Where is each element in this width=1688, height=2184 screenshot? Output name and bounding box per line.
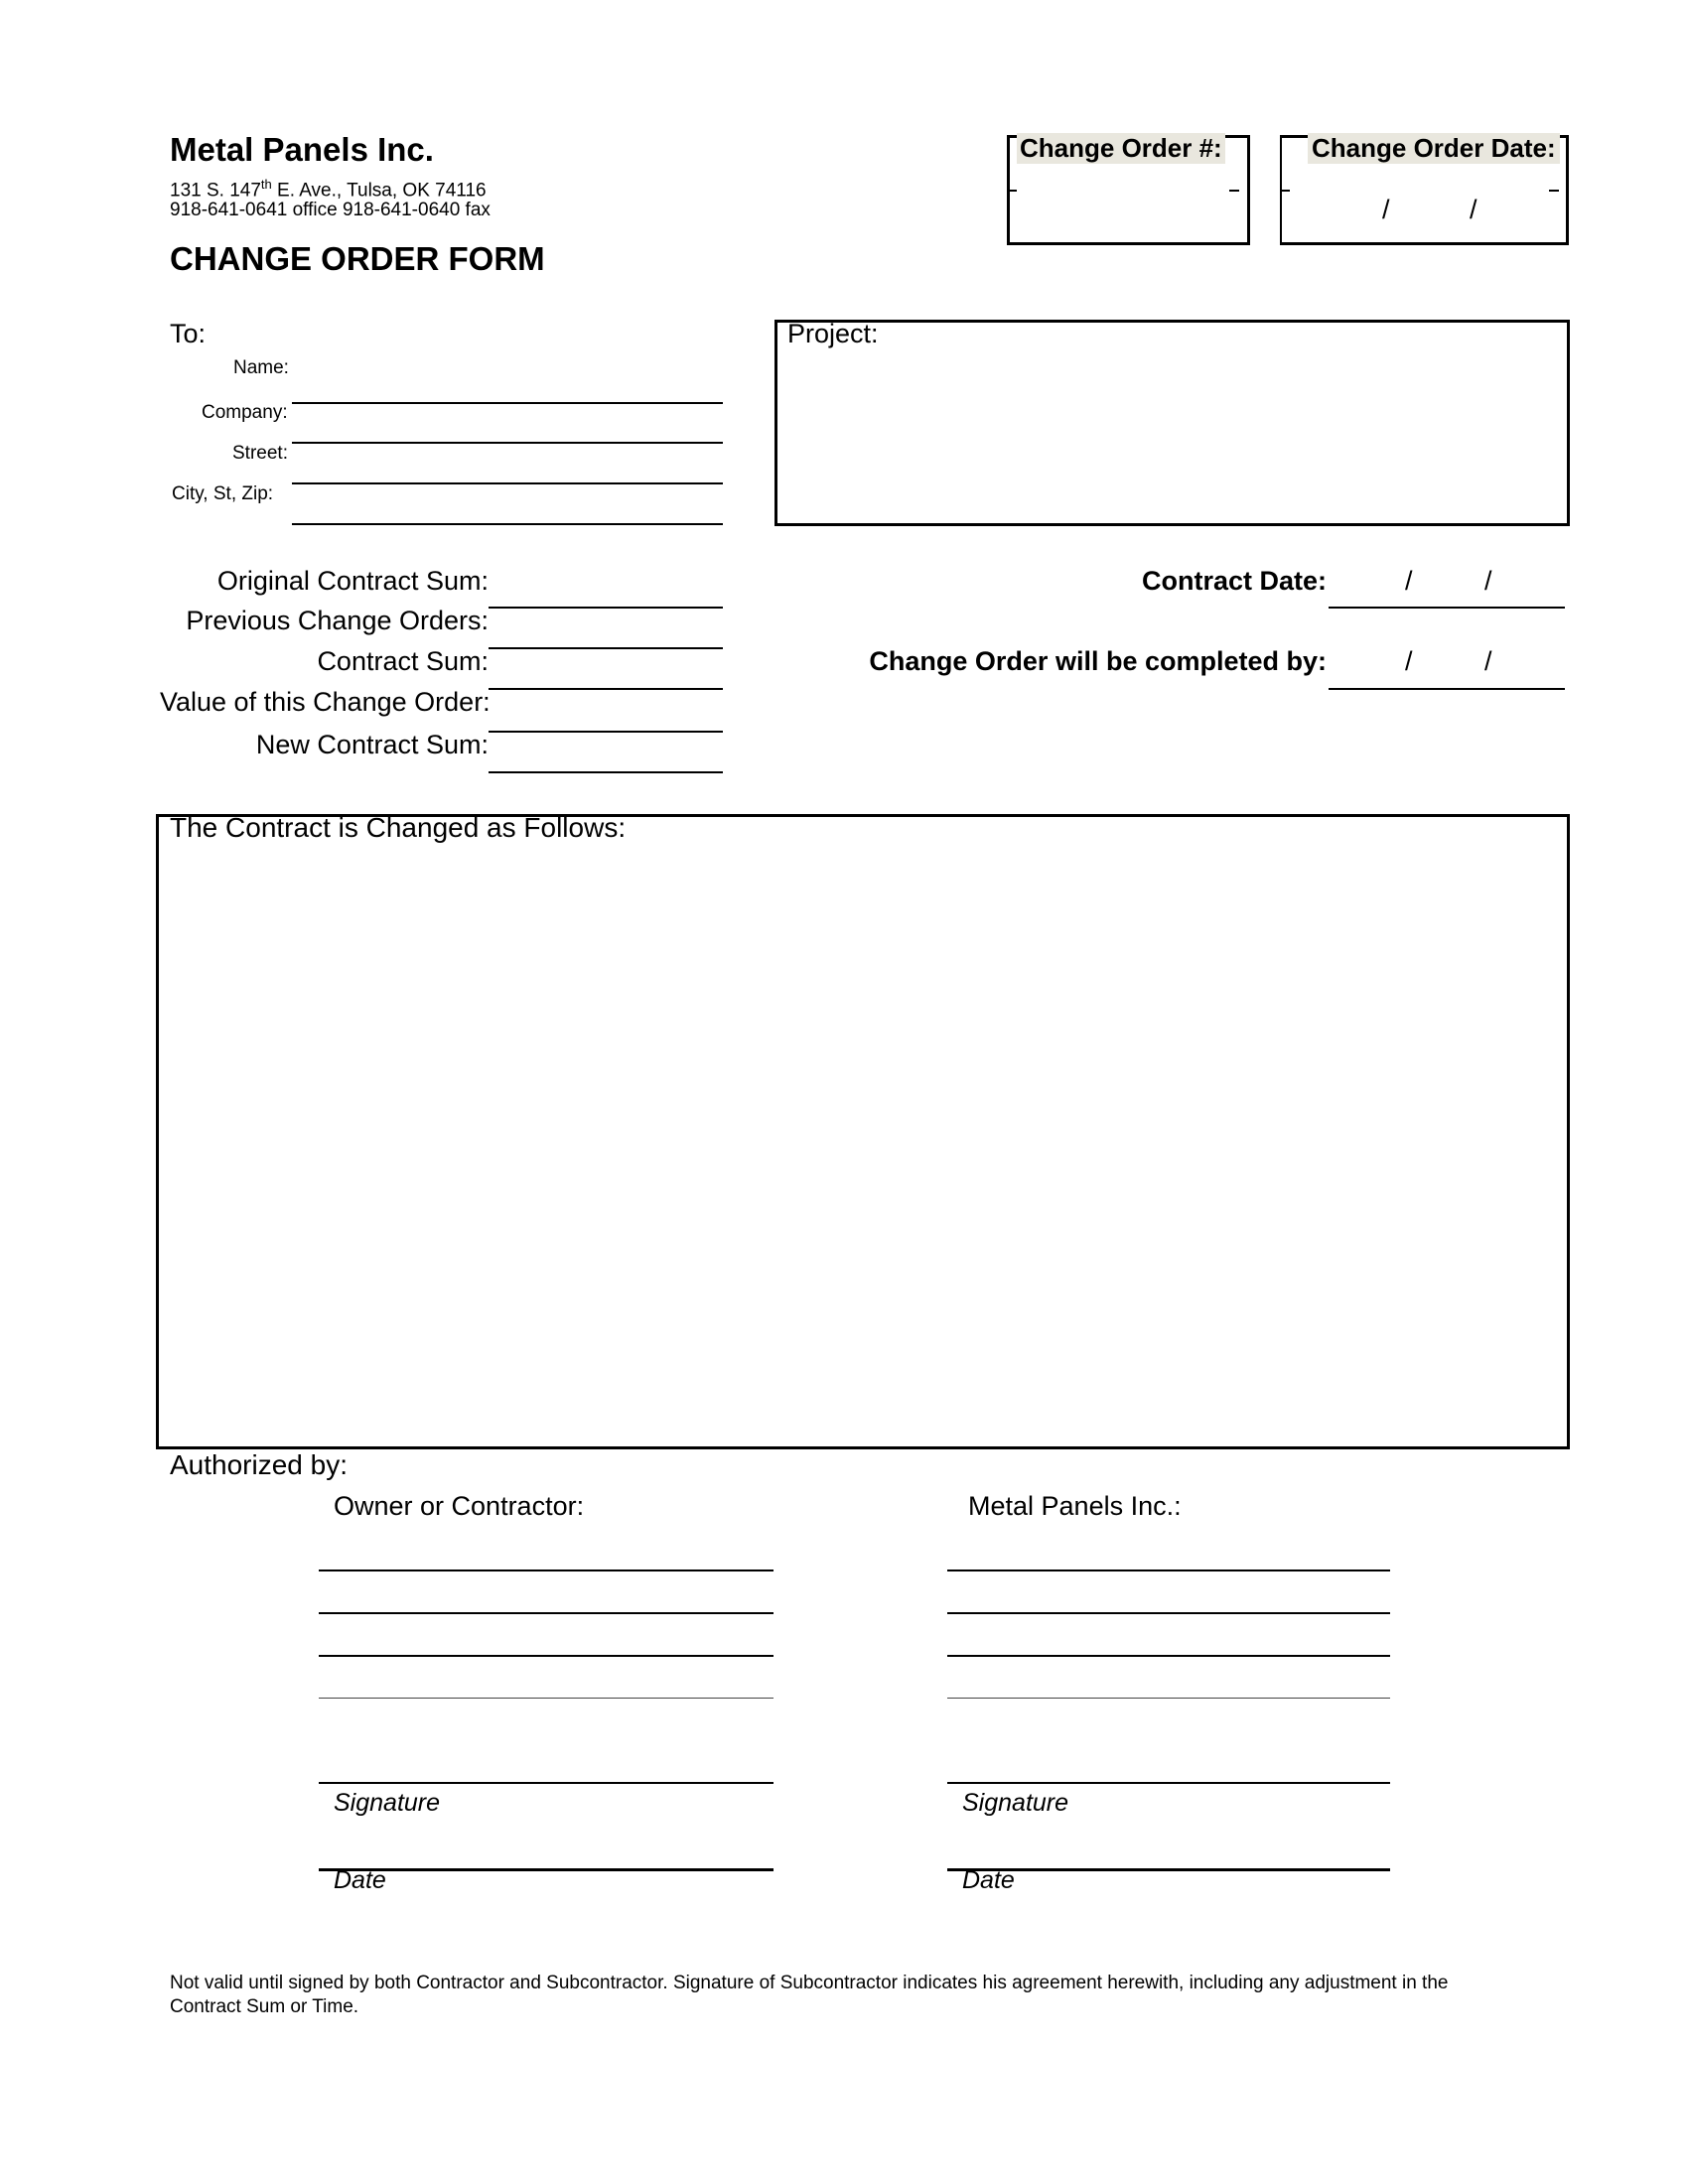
new-contract-sum-label: New Contract Sum:: [255, 730, 489, 759]
city-state-zip-field[interactable]: [292, 523, 723, 525]
project-label: Project:: [787, 319, 879, 348]
original-contract-sum-label: Original Contract Sum:: [216, 566, 489, 596]
address-suffix: E. Ave., Tulsa, OK 74116: [271, 180, 487, 202]
divider: [1280, 190, 1290, 192]
value-of-change-order-field[interactable]: [489, 731, 723, 733]
owner-contractor-label: Owner or Contractor:: [334, 1491, 585, 1521]
owner-title-field[interactable]: [319, 1612, 774, 1614]
name-label: Name:: [233, 357, 289, 378]
company-address: [170, 177, 487, 202]
date-separator: /: [1405, 646, 1413, 676]
change-order-date-label: Change Order Date:: [1308, 133, 1560, 164]
owner-company-field[interactable]: [319, 1655, 774, 1657]
project-field[interactable]: [774, 320, 1570, 526]
name-field[interactable]: [292, 402, 723, 404]
contract-sum-field[interactable]: [489, 688, 723, 690]
new-contract-sum-field[interactable]: [489, 771, 723, 773]
mpi-signature-field[interactable]: [947, 1782, 1390, 1784]
street-field[interactable]: [292, 482, 723, 484]
contract-date-label: Contract Date:: [1141, 566, 1327, 596]
authorized-by-label: Authorized by:: [170, 1449, 348, 1480]
mpi-title-field[interactable]: [947, 1612, 1390, 1614]
divider: [1007, 190, 1017, 192]
owner-name-field[interactable]: [319, 1570, 774, 1571]
date-separator: /: [1484, 646, 1492, 676]
contract-changes-field[interactable]: [156, 814, 1570, 1449]
contract-date-field[interactable]: [1329, 607, 1565, 609]
owner-signature-field[interactable]: [319, 1782, 774, 1784]
disclaimer: Not valid until signed by both Contractor and Subcontractor. Signature of Subcontractor indicates his agreement herewith, including any adjustment in the Contract Sum or Time.: [170, 1973, 1449, 2017]
owner-date-field[interactable]: [319, 1868, 774, 1871]
address-prefix: 131 S. 147: [170, 180, 261, 202]
company-field[interactable]: [292, 442, 723, 444]
date-separator: /: [1405, 566, 1413, 596]
contract-sum-label: Contract Sum:: [317, 646, 489, 676]
mpi-signature-label: Signature: [962, 1789, 1069, 1817]
completed-by-label: Change Order will be completed by:: [869, 646, 1327, 676]
mpi-date-label: Date: [962, 1866, 1015, 1894]
change-order-number-label: Change Order #:: [1017, 133, 1225, 164]
divider: [1549, 190, 1559, 192]
date-separator: /: [1382, 195, 1390, 224]
owner-signature-label: Signature: [334, 1789, 441, 1817]
company-phone: 918-641-0641 office 918-641-0640 fax: [170, 200, 491, 220]
date-separator: /: [1470, 195, 1477, 224]
company-label: Company:: [202, 402, 288, 423]
owner-date-label: Date: [334, 1866, 386, 1894]
address-superscript: th: [260, 177, 272, 192]
value-of-change-order-label: Value of this Change Order:: [160, 687, 491, 717]
date-separator: /: [1484, 566, 1492, 596]
mpi-extra-field[interactable]: [947, 1698, 1390, 1699]
form-title: CHANGE ORDER FORM: [170, 240, 545, 277]
previous-change-orders-label: Previous Change Orders:: [186, 606, 489, 635]
street-label: Street:: [232, 443, 288, 464]
to-label: To:: [170, 319, 207, 348]
city-state-zip-label: City, St, Zip:: [172, 483, 274, 504]
mpi-name-field[interactable]: [947, 1570, 1390, 1571]
metal-panels-label: Metal Panels Inc.:: [968, 1491, 1182, 1521]
completed-by-date-field[interactable]: [1329, 688, 1565, 690]
company-name: Metal Panels Inc.: [170, 131, 434, 168]
original-contract-sum-field[interactable]: [489, 607, 723, 609]
divider: [1229, 190, 1239, 192]
mpi-company-field[interactable]: [947, 1655, 1390, 1657]
contract-changes-label: The Contract is Changed as Follows:: [170, 812, 627, 843]
owner-extra-field[interactable]: [319, 1698, 774, 1699]
previous-change-orders-field[interactable]: [489, 647, 723, 649]
